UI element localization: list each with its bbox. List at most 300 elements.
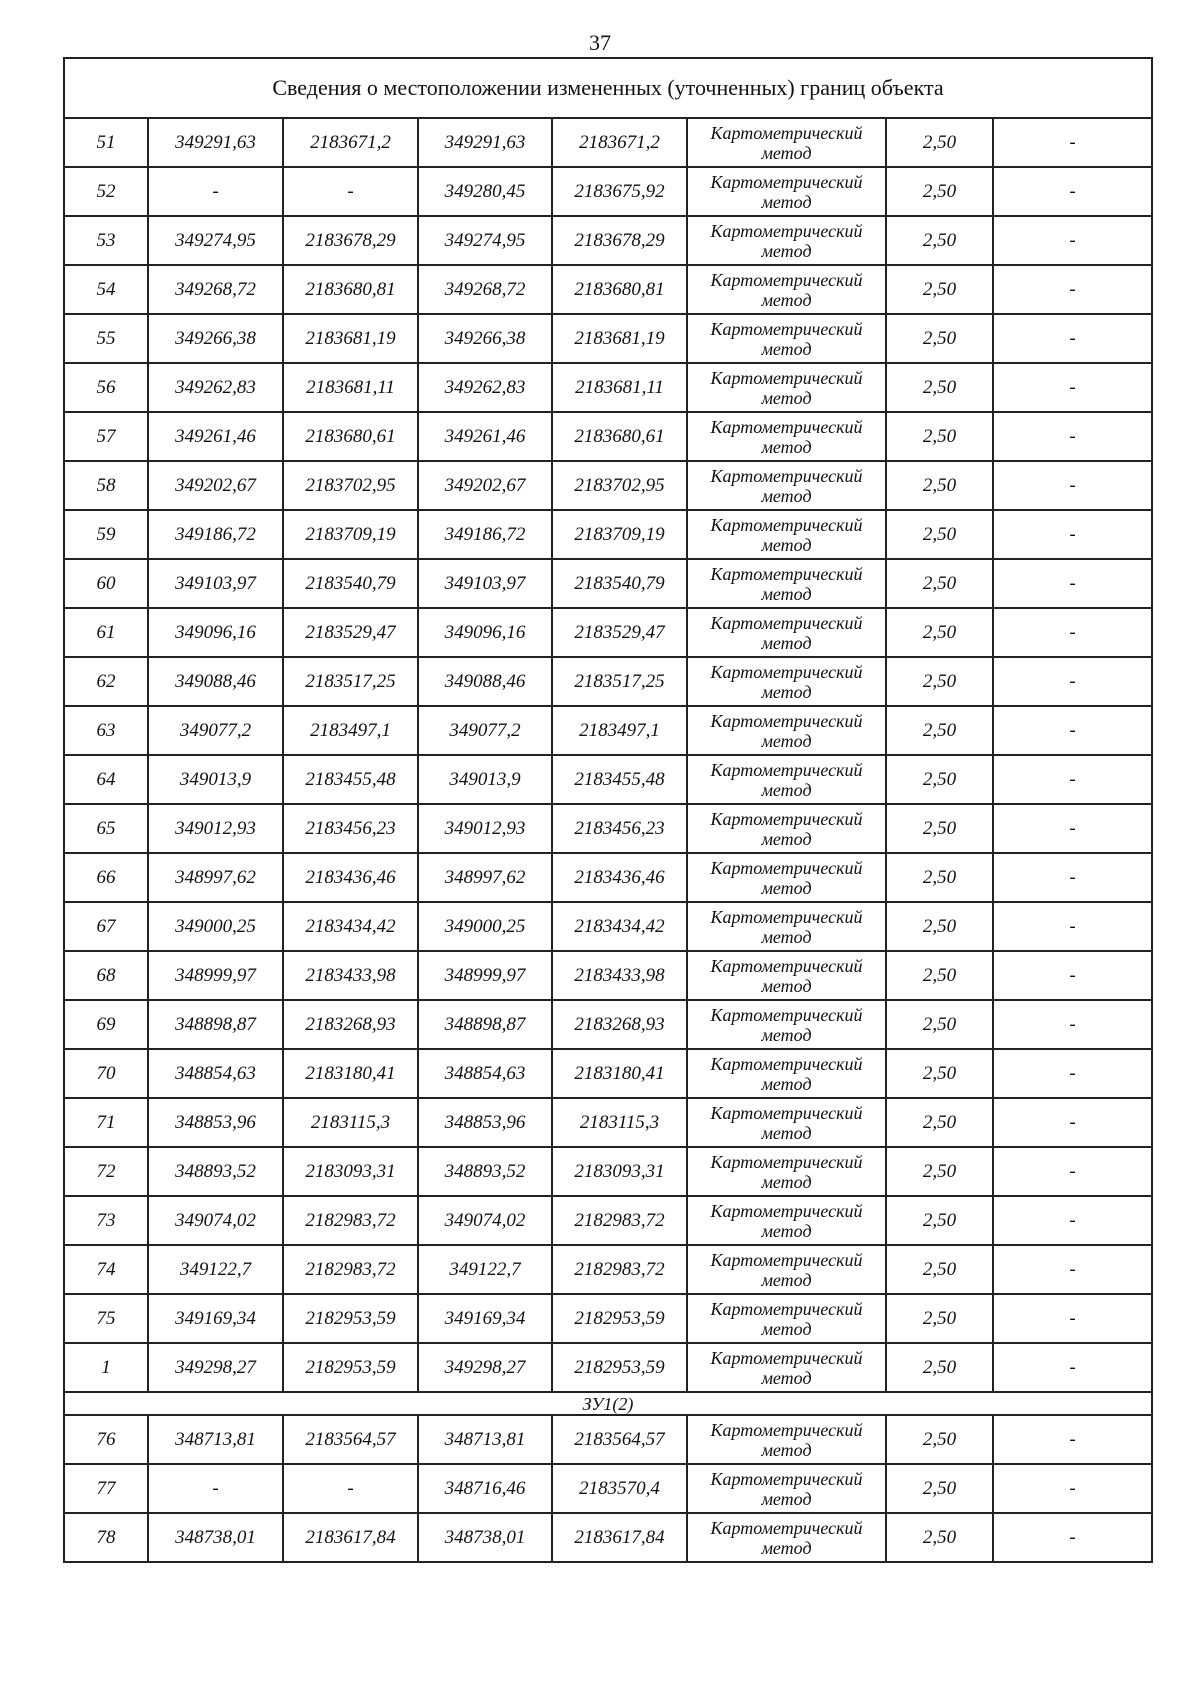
method-line-2: метод: [761, 240, 812, 261]
method-cell: [687, 657, 886, 706]
existing-x-cell: 349266,38: [148, 314, 283, 363]
existing-y-cell: 2182953,59: [283, 1294, 418, 1343]
method-line-1: Картометрический: [710, 465, 863, 486]
new-x-cell: 349074,02: [418, 1196, 552, 1245]
table-row: [64, 1464, 1152, 1513]
description-cell: -: [993, 755, 1152, 804]
method-cell: [687, 1464, 886, 1513]
description-cell: -: [993, 902, 1152, 951]
table-row: [64, 216, 1152, 265]
table-title: Сведения о местоположении измененных (уточненных) границ объекта: [64, 58, 1152, 118]
existing-y-cell: 2183540,79: [283, 559, 418, 608]
point-number-cell: 58: [64, 461, 148, 510]
point-number-cell: 63: [64, 706, 148, 755]
method-line-2: метод: [761, 1318, 812, 1339]
method-line-2: метод: [761, 191, 812, 212]
method-cell: [687, 853, 886, 902]
accuracy-cell: 2,50: [886, 804, 993, 853]
existing-y-cell: 2183497,1: [283, 706, 418, 755]
method-cell: [687, 1245, 886, 1294]
description-cell: -: [993, 363, 1152, 412]
existing-x-cell: 349096,16: [148, 608, 283, 657]
existing-y-cell: 2183617,84: [283, 1513, 418, 1562]
new-y-cell: 2182953,59: [552, 1294, 687, 1343]
accuracy-cell: 2,50: [886, 902, 993, 951]
table-row: [64, 412, 1152, 461]
new-y-cell: 2183529,47: [552, 608, 687, 657]
description-cell: -: [993, 1098, 1152, 1147]
method-cell: [687, 755, 886, 804]
point-number-cell: 59: [64, 510, 148, 559]
new-y-cell: 2182953,59: [552, 1343, 687, 1392]
new-x-cell: 349261,46: [418, 412, 552, 461]
method-line-2: метод: [761, 877, 812, 898]
new-y-cell: 2183268,93: [552, 1000, 687, 1049]
point-number-cell: 67: [64, 902, 148, 951]
existing-x-cell: 348997,62: [148, 853, 283, 902]
existing-y-cell: 2183093,31: [283, 1147, 418, 1196]
section-row: [64, 1392, 1152, 1415]
method-line-1: Картометрический: [710, 1468, 863, 1489]
method-line-1: Картометрический: [710, 1151, 863, 1172]
method-line-1: Картометрический: [710, 220, 863, 241]
table-row: [64, 265, 1152, 314]
method-line-2: метод: [761, 289, 812, 310]
new-y-cell: 2183709,19: [552, 510, 687, 559]
point-number-cell: 77: [64, 1464, 148, 1513]
existing-y-cell: -: [283, 1464, 418, 1513]
point-number-cell: 78: [64, 1513, 148, 1562]
existing-y-cell: 2183115,3: [283, 1098, 418, 1147]
method-line-2: метод: [761, 534, 812, 555]
point-number-cell: 73: [64, 1196, 148, 1245]
accuracy-cell: 2,50: [886, 167, 993, 216]
existing-x-cell: 348999,97: [148, 951, 283, 1000]
accuracy-cell: 2,50: [886, 608, 993, 657]
new-x-cell: 348853,96: [418, 1098, 552, 1147]
method-line-2: метод: [761, 1024, 812, 1045]
accuracy-cell: 2,50: [886, 314, 993, 363]
method-line-2: метод: [761, 1367, 812, 1388]
method-line-2: метод: [761, 338, 812, 359]
method-cell: [687, 1343, 886, 1392]
table-row: [64, 461, 1152, 510]
new-x-cell: 348999,97: [418, 951, 552, 1000]
existing-y-cell: 2183455,48: [283, 755, 418, 804]
existing-x-cell: 349122,7: [148, 1245, 283, 1294]
point-number-cell: 72: [64, 1147, 148, 1196]
existing-y-cell: 2183680,61: [283, 412, 418, 461]
method-cell: [687, 216, 886, 265]
new-y-cell: 2183433,98: [552, 951, 687, 1000]
existing-x-cell: 348713,81: [148, 1415, 283, 1464]
method-line-1: Картометрический: [710, 514, 863, 535]
method-line-2: метод: [761, 779, 812, 800]
new-y-cell: 2183570,4: [552, 1464, 687, 1513]
description-cell: -: [993, 412, 1152, 461]
method-line-1: Картометрический: [710, 318, 863, 339]
point-number-cell: 70: [64, 1049, 148, 1098]
point-number-cell: 51: [64, 118, 148, 167]
method-line-2: метод: [761, 828, 812, 849]
point-number-cell: 53: [64, 216, 148, 265]
point-number-cell: 76: [64, 1415, 148, 1464]
existing-y-cell: 2183564,57: [283, 1415, 418, 1464]
point-number-cell: 52: [64, 167, 148, 216]
point-number-cell: 66: [64, 853, 148, 902]
existing-y-cell: 2183709,19: [283, 510, 418, 559]
accuracy-cell: 2,50: [886, 559, 993, 608]
method-cell: [687, 118, 886, 167]
method-cell: [687, 559, 886, 608]
method-line-1: Картометрический: [710, 906, 863, 927]
existing-y-cell: 2183671,2: [283, 118, 418, 167]
method-line-1: Картометрический: [710, 759, 863, 780]
method-cell: [687, 1294, 886, 1343]
new-y-cell: 2183617,84: [552, 1513, 687, 1562]
method-line-1: Картометрический: [710, 1347, 863, 1368]
existing-x-cell: -: [148, 167, 283, 216]
new-x-cell: 349122,7: [418, 1245, 552, 1294]
table-row: [64, 559, 1152, 608]
new-x-cell: 348716,46: [418, 1464, 552, 1513]
accuracy-cell: 2,50: [886, 1098, 993, 1147]
method-cell: [687, 1415, 886, 1464]
new-x-cell: 349186,72: [418, 510, 552, 559]
point-number-cell: 75: [64, 1294, 148, 1343]
accuracy-cell: 2,50: [886, 755, 993, 804]
existing-y-cell: 2183678,29: [283, 216, 418, 265]
method-line-1: Картометрический: [710, 1298, 863, 1319]
accuracy-cell: 2,50: [886, 1415, 993, 1464]
accuracy-cell: 2,50: [886, 461, 993, 510]
accuracy-cell: 2,50: [886, 510, 993, 559]
new-x-cell: 349274,95: [418, 216, 552, 265]
new-x-cell: 349013,9: [418, 755, 552, 804]
new-y-cell: 2182983,72: [552, 1196, 687, 1245]
existing-y-cell: 2183456,23: [283, 804, 418, 853]
table-row: [64, 1098, 1152, 1147]
method-cell: [687, 265, 886, 314]
accuracy-cell: 2,50: [886, 1294, 993, 1343]
existing-x-cell: 349274,95: [148, 216, 283, 265]
description-cell: -: [993, 1245, 1152, 1294]
method-line-2: метод: [761, 681, 812, 702]
new-x-cell: 349262,83: [418, 363, 552, 412]
existing-y-cell: 2183433,98: [283, 951, 418, 1000]
new-y-cell: 2183702,95: [552, 461, 687, 510]
point-number-cell: 68: [64, 951, 148, 1000]
existing-x-cell: 349088,46: [148, 657, 283, 706]
table-row: [64, 1147, 1152, 1196]
new-x-cell: 348893,52: [418, 1147, 552, 1196]
table-row: [64, 608, 1152, 657]
existing-y-cell: 2183680,81: [283, 265, 418, 314]
method-line-1: Картометрический: [710, 1200, 863, 1221]
table-row: [64, 1245, 1152, 1294]
new-y-cell: 2183455,48: [552, 755, 687, 804]
existing-y-cell: 2183702,95: [283, 461, 418, 510]
method-cell: [687, 1000, 886, 1049]
method-line-1: Картометрический: [710, 1053, 863, 1074]
method-cell: [687, 1147, 886, 1196]
point-number-cell: 62: [64, 657, 148, 706]
table-row: [64, 1049, 1152, 1098]
new-x-cell: 348854,63: [418, 1049, 552, 1098]
new-x-cell: 349012,93: [418, 804, 552, 853]
existing-y-cell: 2183529,47: [283, 608, 418, 657]
description-cell: -: [993, 706, 1152, 755]
accuracy-cell: 2,50: [886, 951, 993, 1000]
new-x-cell: 348997,62: [418, 853, 552, 902]
section-label: ЗУ1(2): [64, 1392, 1152, 1415]
method-line-1: Картометрический: [710, 661, 863, 682]
method-line-1: Картометрический: [710, 1102, 863, 1123]
method-line-2: метод: [761, 1122, 812, 1143]
description-cell: -: [993, 216, 1152, 265]
existing-y-cell: -: [283, 167, 418, 216]
new-y-cell: 2183180,41: [552, 1049, 687, 1098]
new-y-cell: 2183680,81: [552, 265, 687, 314]
method-cell: [687, 608, 886, 657]
existing-x-cell: 348738,01: [148, 1513, 283, 1562]
new-x-cell: 349088,46: [418, 657, 552, 706]
method-line-1: Картометрический: [710, 367, 863, 388]
new-x-cell: 348738,01: [418, 1513, 552, 1562]
existing-x-cell: 349169,34: [148, 1294, 283, 1343]
accuracy-cell: 2,50: [886, 363, 993, 412]
description-cell: -: [993, 1049, 1152, 1098]
table-row: [64, 363, 1152, 412]
description-cell: -: [993, 1196, 1152, 1245]
method-cell: [687, 314, 886, 363]
table-row: [64, 1415, 1152, 1464]
method-cell: [687, 461, 886, 510]
existing-x-cell: 349202,67: [148, 461, 283, 510]
method-cell: [687, 902, 886, 951]
new-x-cell: 349169,34: [418, 1294, 552, 1343]
description-cell: -: [993, 951, 1152, 1000]
method-line-1: Картометрический: [710, 122, 863, 143]
new-x-cell: 349096,16: [418, 608, 552, 657]
existing-x-cell: 349268,72: [148, 265, 283, 314]
method-cell: [687, 1098, 886, 1147]
description-cell: -: [993, 510, 1152, 559]
description-cell: -: [993, 1343, 1152, 1392]
description-cell: -: [993, 461, 1152, 510]
table-row: [64, 706, 1152, 755]
table-row: [64, 804, 1152, 853]
description-cell: -: [993, 1294, 1152, 1343]
accuracy-cell: 2,50: [886, 853, 993, 902]
table-row: [64, 902, 1152, 951]
new-x-cell: 349103,97: [418, 559, 552, 608]
new-y-cell: 2183540,79: [552, 559, 687, 608]
table-title-row: [64, 58, 1152, 118]
point-number-cell: 65: [64, 804, 148, 853]
method-line-1: Картометрический: [710, 1004, 863, 1025]
new-y-cell: 2183680,61: [552, 412, 687, 461]
new-x-cell: 349298,27: [418, 1343, 552, 1392]
method-line-2: метод: [761, 926, 812, 947]
method-line-2: метод: [761, 975, 812, 996]
table-row: [64, 1343, 1152, 1392]
existing-x-cell: -: [148, 1464, 283, 1513]
method-cell: [687, 1049, 886, 1098]
accuracy-cell: 2,50: [886, 412, 993, 461]
existing-x-cell: 349077,2: [148, 706, 283, 755]
accuracy-cell: 2,50: [886, 1196, 993, 1245]
existing-x-cell: 348898,87: [148, 1000, 283, 1049]
point-number-cell: 64: [64, 755, 148, 804]
accuracy-cell: 2,50: [886, 1000, 993, 1049]
new-y-cell: 2183517,25: [552, 657, 687, 706]
existing-x-cell: 348893,52: [148, 1147, 283, 1196]
accuracy-cell: 2,50: [886, 1245, 993, 1294]
table-row: [64, 314, 1152, 363]
existing-y-cell: 2183681,11: [283, 363, 418, 412]
description-cell: -: [993, 657, 1152, 706]
existing-y-cell: 2182983,72: [283, 1245, 418, 1294]
existing-x-cell: 349261,46: [148, 412, 283, 461]
description-cell: -: [993, 608, 1152, 657]
method-cell: [687, 412, 886, 461]
existing-y-cell: 2183434,42: [283, 902, 418, 951]
table-row: [64, 510, 1152, 559]
table-row: [64, 657, 1152, 706]
new-y-cell: 2183456,23: [552, 804, 687, 853]
method-cell: [687, 951, 886, 1000]
existing-x-cell: 349074,02: [148, 1196, 283, 1245]
method-line-2: метод: [761, 1537, 812, 1558]
existing-y-cell: 2183268,93: [283, 1000, 418, 1049]
method-line-1: Картометрический: [710, 563, 863, 584]
existing-x-cell: 349291,63: [148, 118, 283, 167]
existing-x-cell: 348854,63: [148, 1049, 283, 1098]
new-y-cell: 2183115,3: [552, 1098, 687, 1147]
accuracy-cell: 2,50: [886, 1343, 993, 1392]
new-y-cell: 2183681,11: [552, 363, 687, 412]
accuracy-cell: 2,50: [886, 1513, 993, 1562]
method-line-2: метод: [761, 387, 812, 408]
accuracy-cell: 2,50: [886, 1464, 993, 1513]
table-row: [64, 118, 1152, 167]
method-line-2: метод: [761, 436, 812, 457]
point-number-cell: 74: [64, 1245, 148, 1294]
new-y-cell: 2183434,42: [552, 902, 687, 951]
description-cell: -: [993, 1464, 1152, 1513]
method-line-1: Картометрический: [710, 710, 863, 731]
table-row: [64, 1000, 1152, 1049]
new-x-cell: 349291,63: [418, 118, 552, 167]
method-line-1: Картометрический: [710, 808, 863, 829]
new-y-cell: 2182983,72: [552, 1245, 687, 1294]
description-cell: -: [993, 118, 1152, 167]
method-line-1: Картометрический: [710, 1249, 863, 1270]
point-number-cell: 55: [64, 314, 148, 363]
method-line-2: метод: [761, 1269, 812, 1290]
existing-x-cell: 349012,93: [148, 804, 283, 853]
method-line-2: метод: [761, 1171, 812, 1192]
new-x-cell: 349202,67: [418, 461, 552, 510]
new-y-cell: 2183564,57: [552, 1415, 687, 1464]
boundary-coordinates-table: [63, 57, 1153, 1563]
table-row: [64, 951, 1152, 1000]
existing-y-cell: 2183436,46: [283, 853, 418, 902]
new-y-cell: 2183497,1: [552, 706, 687, 755]
existing-y-cell: 2182983,72: [283, 1196, 418, 1245]
method-line-1: Картометрический: [710, 171, 863, 192]
accuracy-cell: 2,50: [886, 216, 993, 265]
accuracy-cell: 2,50: [886, 1147, 993, 1196]
new-y-cell: 2183093,31: [552, 1147, 687, 1196]
description-cell: -: [993, 559, 1152, 608]
description-cell: -: [993, 853, 1152, 902]
method-line-2: метод: [761, 1220, 812, 1241]
description-cell: -: [993, 1513, 1152, 1562]
description-cell: -: [993, 314, 1152, 363]
method-line-2: метод: [761, 632, 812, 653]
table-row: [64, 1513, 1152, 1562]
method-line-1: Картометрический: [710, 269, 863, 290]
method-line-2: метод: [761, 1488, 812, 1509]
new-x-cell: 348713,81: [418, 1415, 552, 1464]
existing-x-cell: 349000,25: [148, 902, 283, 951]
accuracy-cell: 2,50: [886, 657, 993, 706]
point-number-cell: 1: [64, 1343, 148, 1392]
method-cell: [687, 706, 886, 755]
method-cell: [687, 363, 886, 412]
method-line-1: Картометрический: [710, 955, 863, 976]
existing-y-cell: 2183517,25: [283, 657, 418, 706]
new-x-cell: 349077,2: [418, 706, 552, 755]
point-number-cell: 54: [64, 265, 148, 314]
description-cell: -: [993, 1415, 1152, 1464]
description-cell: -: [993, 804, 1152, 853]
accuracy-cell: 2,50: [886, 265, 993, 314]
new-y-cell: 2183436,46: [552, 853, 687, 902]
existing-x-cell: 349262,83: [148, 363, 283, 412]
new-x-cell: 349280,45: [418, 167, 552, 216]
method-line-2: метод: [761, 583, 812, 604]
point-number-cell: 57: [64, 412, 148, 461]
point-number-cell: 60: [64, 559, 148, 608]
existing-y-cell: 2183180,41: [283, 1049, 418, 1098]
method-cell: [687, 804, 886, 853]
table-row: [64, 167, 1152, 216]
method-cell: [687, 510, 886, 559]
method-line-2: метод: [761, 485, 812, 506]
new-x-cell: 349000,25: [418, 902, 552, 951]
accuracy-cell: 2,50: [886, 1049, 993, 1098]
method-cell: [687, 1196, 886, 1245]
method-line-1: Картометрический: [710, 1517, 863, 1538]
new-y-cell: 2183675,92: [552, 167, 687, 216]
existing-y-cell: 2183681,19: [283, 314, 418, 363]
point-number-cell: 71: [64, 1098, 148, 1147]
method-line-1: Картометрический: [710, 857, 863, 878]
existing-x-cell: 349186,72: [148, 510, 283, 559]
description-cell: -: [993, 167, 1152, 216]
table-body: [64, 58, 1152, 1562]
accuracy-cell: 2,50: [886, 118, 993, 167]
method-line-1: Картометрический: [710, 416, 863, 437]
new-x-cell: 349268,72: [418, 265, 552, 314]
point-number-cell: 69: [64, 1000, 148, 1049]
existing-y-cell: 2182953,59: [283, 1343, 418, 1392]
new-x-cell: 349266,38: [418, 314, 552, 363]
table-row: [64, 1196, 1152, 1245]
